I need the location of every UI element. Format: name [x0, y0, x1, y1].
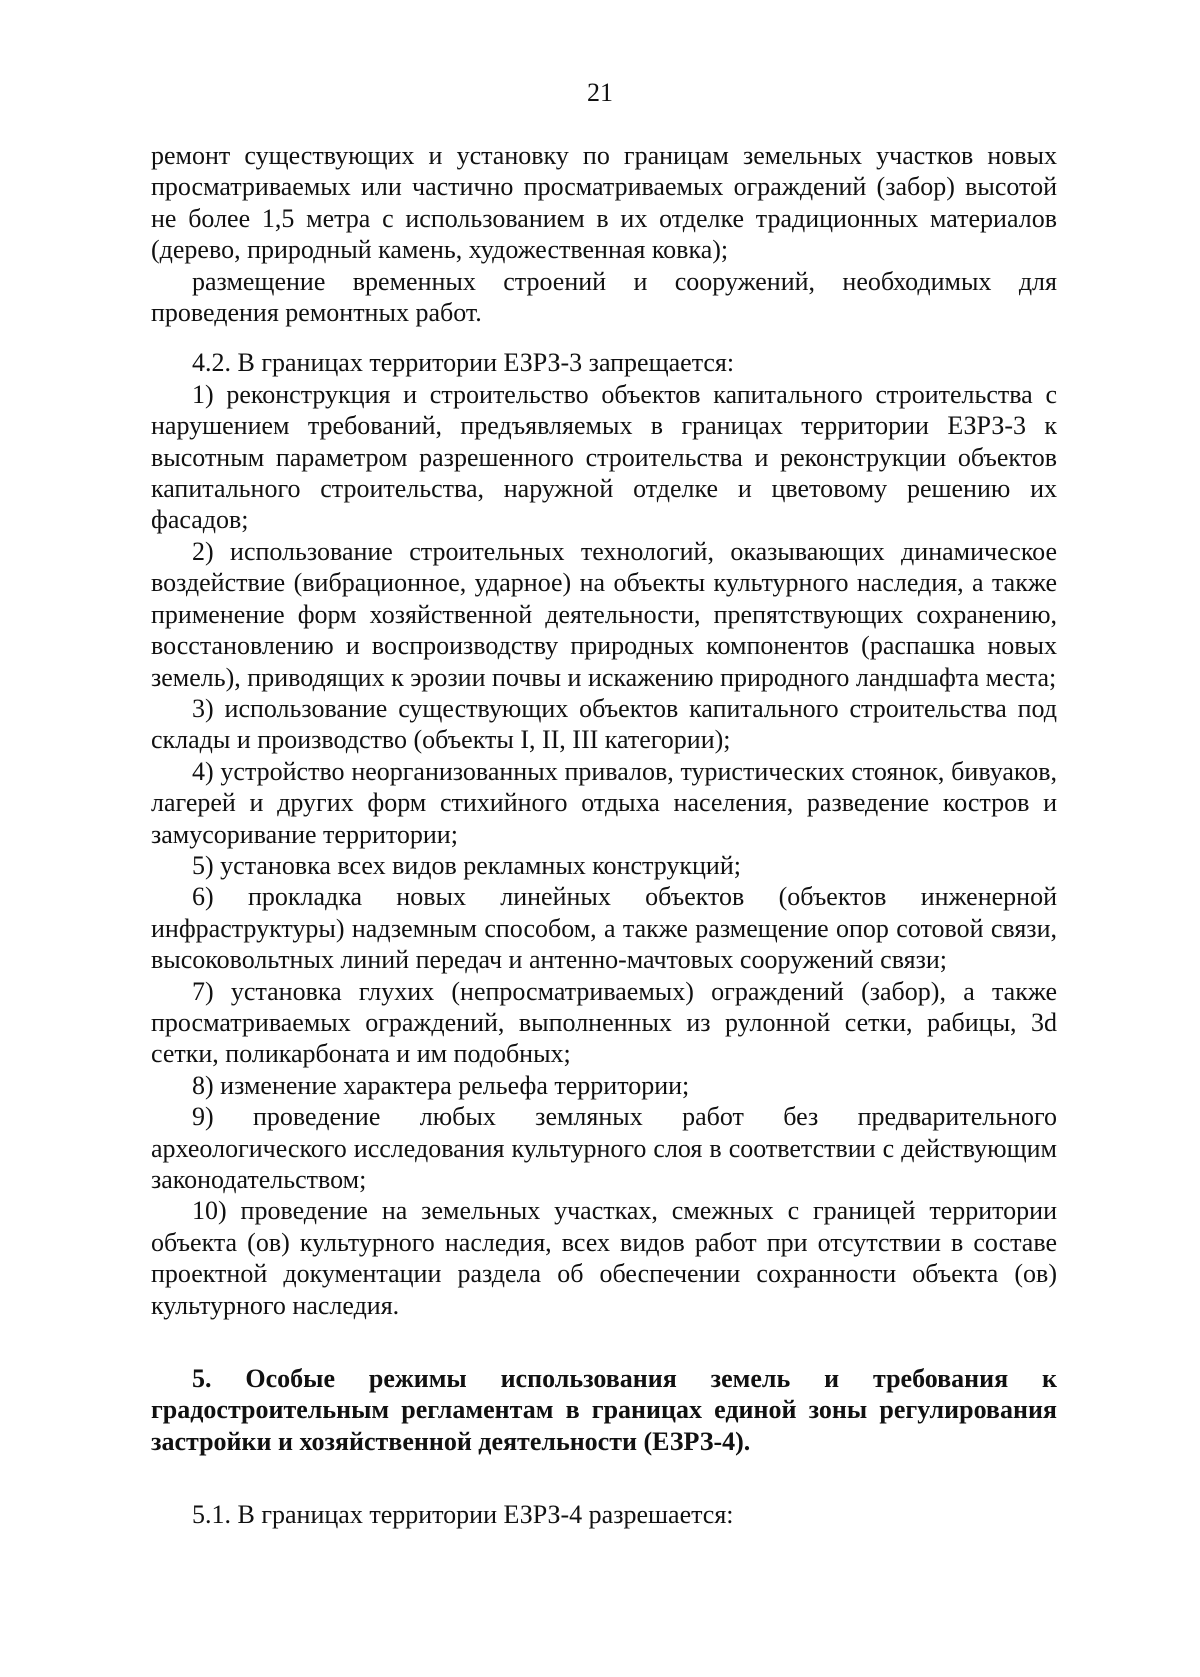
- prohibition-item-3: 3) использование существующих объектов капитального строительства под склады и производство (объекты I, II, III категории);: [151, 693, 1057, 755]
- prohibition-item-7: 7) установка глухих (непросматриваемых) ограждений (забор), а также просматриваемых ограждений, выполненных из рулонной сетки, рабицы, 3d сетки, поликарбоната и им подобных;: [151, 976, 1057, 1069]
- document-body: [151, 140, 1057, 1531]
- prohibition-item-1: 1) реконструкция и строительство объектов капитального строительства с нарушением требований, предъявляемых в границах территории ЕЗРЗ-3 к высотным параметром разрешенного строительства и реконструкции объектов капитального строительства, наружной отделке и цветовому решению их фасадов;: [151, 379, 1057, 535]
- prohibition-item-2: 2) использование строительных технологий, оказывающих динамическое воздействие (вибрационное, ударное) на объекты культурного наследия, а также применение форм хозяйственной деятельности, препятствующих сохранению, восстановлению и воспроизводству природных компонентов (распашка новых земель), приводящих к эрозии почвы и искажению природного ландшафта места;: [151, 536, 1057, 692]
- prohibition-item-4: 4) устройство неорганизованных привалов, туристических стоянок, бивуаков, лагерей и других форм стихийного отдыха населения, разведение костров и замусоривание территории;: [151, 756, 1057, 849]
- section-5-heading: 5. Особые режимы использования земель и требования к градостроительным регламентам в границах единой зоны регулирования застройки и хозяйственной деятельности (ЕЗРЗ-4).: [151, 1364, 1057, 1456]
- paragraph-fence-repair: ремонт существующих и установку по границам земельных участков новых просматриваемых или частично просматриваемых ограждений (забор) высотой не более 1,5 метра с использованием в их отделке традиционных материалов (дерево, природный камень, художественная ковка);: [151, 141, 1057, 265]
- prohibition-item-5: 5) установка всех видов рекламных конструкций;: [192, 850, 741, 880]
- section-5-1-intro: 5.1. В границах территории ЕЗРЗ-4 разрешается:: [192, 1500, 734, 1530]
- prohibition-item-6: 6) прокладка новых линейных объектов (объектов инженерной инфраструктуры) надземным способом, а также размещение опор сотовой связи, высоковольтных линий передач и антенно-мачтовых сооружений связи;: [151, 882, 1057, 975]
- prohibition-item-8: 8) изменение характера рельефа территории;: [192, 1070, 690, 1100]
- page-number: 21: [587, 78, 613, 107]
- section-4-2-intro: 4.2. В границах территории ЕЗРЗ-3 запрещается:: [192, 348, 735, 378]
- prohibition-item-10: 10) проведение на земельных участках, смежных с границей территории объекта (ов) культурного наследия, всех видов работ при отсутствии в составе проектной документации раздела об обеспечении сохранности объекта (ов) культурного наследия.: [151, 1196, 1057, 1320]
- paragraph-temporary-structures: размещение временных строений и сооружений, необходимых для проведения ремонтных работ.: [151, 266, 1057, 328]
- prohibition-item-9: 9) проведение любых земляных работ без предварительного археологического исследования культурного слоя в соответствии с действующим законодательством;: [151, 1102, 1057, 1194]
